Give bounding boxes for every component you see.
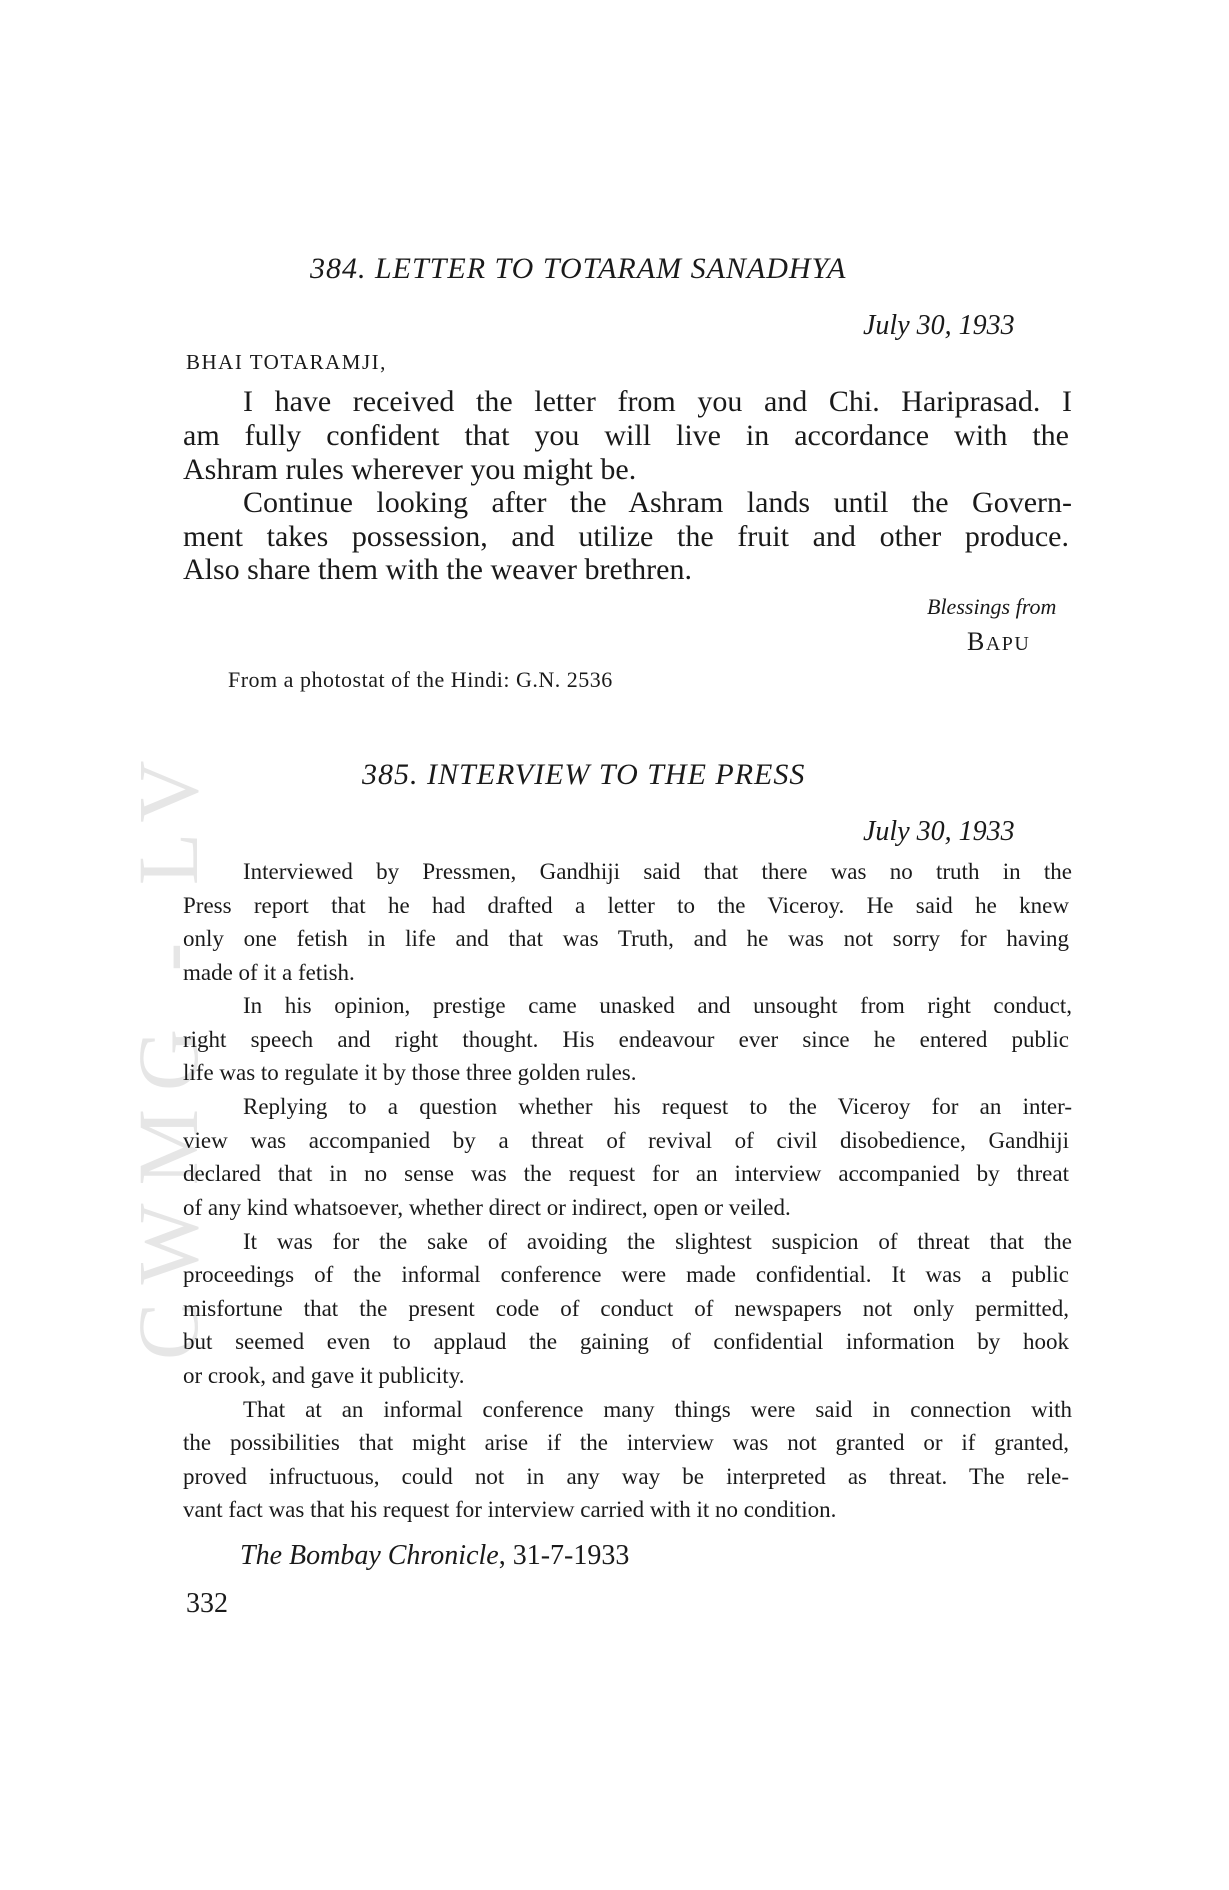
letter-line: ment takes possession, and utilize the fruit and other produce. (183, 520, 1069, 553)
interview-line: life was to regulate it by those three golden rules. (183, 1060, 637, 1085)
interview-line: of any kind whatsoever, whether direct or indirect, open or veiled. (183, 1195, 791, 1220)
page-number: 332 (186, 1588, 228, 1619)
letter-source: From a photostat of the Hindi: G.N. 2536 (228, 667, 613, 692)
letter-signature: BAPU (967, 627, 1031, 656)
interview-line: It was for the sake of avoiding the slightest suspicion of threat that the (243, 1229, 1072, 1254)
interview-line: proved infructuous, could not in any way be interpreted as threat. The rele- (183, 1464, 1069, 1489)
interview-citation (240, 1540, 629, 1572)
interview-line: view was accompanied by a threat of revival of civil disobedience, Gandhiji (183, 1128, 1069, 1153)
letter-closing: Blessings from (927, 594, 1057, 619)
interview-line: That at an informal conference many things were said in connection with (243, 1397, 1072, 1422)
interview-title: 385. INTERVIEW TO THE PRESS (362, 758, 806, 791)
interview-line: made of it a fetish. (183, 960, 355, 985)
interview-line: proceedings of the informal conference were made confidential. It was a public (183, 1262, 1069, 1287)
interview-line: Replying to a question whether his request to the Viceroy for an inter- (243, 1094, 1072, 1119)
letter-title: 384. LETTER TO TOTARAM SANADHYA (310, 252, 847, 285)
interview-line: the possibilities that might arise if the interview was not granted or if granted, (183, 1430, 1069, 1455)
letter-line: Ashram rules wherever you might be. (183, 453, 637, 486)
letter-date: July 30, 1933 (863, 310, 1015, 341)
letter-salutation: BHAI TOTARAMJI, (186, 350, 387, 374)
interview-line: misfortune that the present code of conduct of newspapers not only permitted, (183, 1296, 1069, 1321)
interview-line: Interviewed by Pressmen, Gandhiji said that there was no truth in the (243, 859, 1072, 884)
letter-line: Also share them with the weaver brethren. (183, 553, 692, 586)
watermark: CWMG - LV (120, 742, 216, 1360)
interview-line: In his opinion, prestige came unasked and unsought from right conduct, (243, 993, 1072, 1018)
interview-line: only one fetish in life and that was Truth, and he was not sorry for having (183, 926, 1069, 951)
letter-line: am fully confident that you will live in accordance with the (183, 419, 1069, 452)
interview-line: right speech and right thought. His endeavour ever since he entered public (183, 1027, 1069, 1052)
interview-line: Press report that he had drafted a letter to the Viceroy. He said he knew (183, 893, 1069, 918)
interview-line: or crook, and gave it publicity. (183, 1363, 465, 1388)
citation-date: , 31-7-1933 (498, 1540, 630, 1571)
letter-line: Continue looking after the Ashram lands until the Govern- (243, 486, 1072, 519)
interview-date: July 30, 1933 (863, 816, 1015, 847)
interview-line: declared that in no sense was the request for an interview accompanied by threat (183, 1161, 1069, 1186)
interview-line: but seemed even to applaud the gaining of confidential information by hook (183, 1329, 1069, 1354)
letter-line: I have received the letter from you and Chi. Hariprasad. I (243, 385, 1072, 418)
interview-line: vant fact was that his request for interview carried with it no condition. (183, 1497, 837, 1522)
citation-source: The Bombay Chronicle (240, 1540, 499, 1571)
